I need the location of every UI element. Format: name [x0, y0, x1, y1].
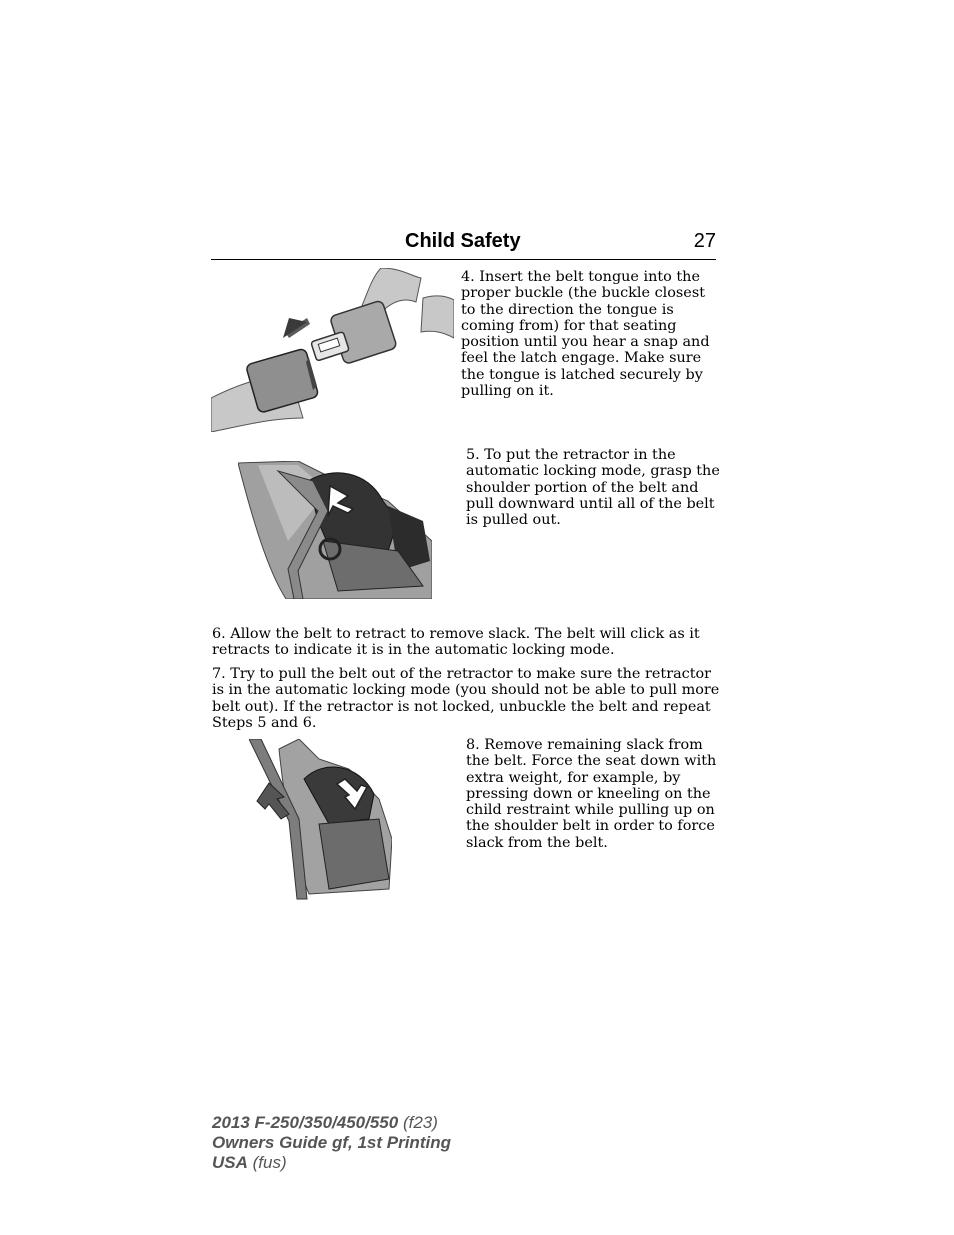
footer-model: 2013 F-250/350/450/550	[212, 1113, 399, 1132]
belt-buckle-illustration	[211, 268, 454, 432]
document-footer	[212, 1113, 451, 1173]
page-number: 27	[693, 230, 716, 252]
footer-market-code: (fus)	[252, 1153, 287, 1172]
step-7-text: 7. Try to pull the belt out of the retractor to make sure the retractor is in the automatic locking mode (you should not be able to pull more belt out). If the retractor is not locked, unbuckle the belt and repeat Steps 5 and 6.	[212, 666, 720, 731]
section-title: Child Safety	[405, 230, 521, 252]
footer-model-code: (f23)	[402, 1113, 438, 1132]
footer-edition: Owners Guide gf, 1st Printing	[212, 1133, 451, 1152]
footer-market: USA	[212, 1153, 248, 1172]
page-header	[211, 229, 716, 260]
remove-slack-illustration	[249, 739, 392, 901]
step-5-text: 5. To put the retractor in the automatic locking mode, grasp the shoulder portion of the belt and pull downward until all of the belt is pulled out.	[466, 447, 720, 529]
retractor-illustration	[238, 461, 432, 599]
step-8-text: 8. Remove remaining slack from the belt. Force the seat down with extra weight, for example, by pressing down or kneeling on the child restraint while pulling up on the shoulder belt in order to force slack from the belt.	[466, 737, 717, 851]
arrow-left-icon	[283, 318, 310, 338]
step-6-text: 6. Allow the belt to retract to remove slack. The belt will click as it retracts to indicate it is in the automatic locking mode.	[212, 626, 700, 659]
step-4-text: 4. Insert the belt tongue into the proper buckle (the buckle closest to the direction the tongue is coming from) for that seating position until you hear a snap and feel the latch engage. Make sure the tongue is latched securely by pulling on it.	[461, 269, 710, 400]
